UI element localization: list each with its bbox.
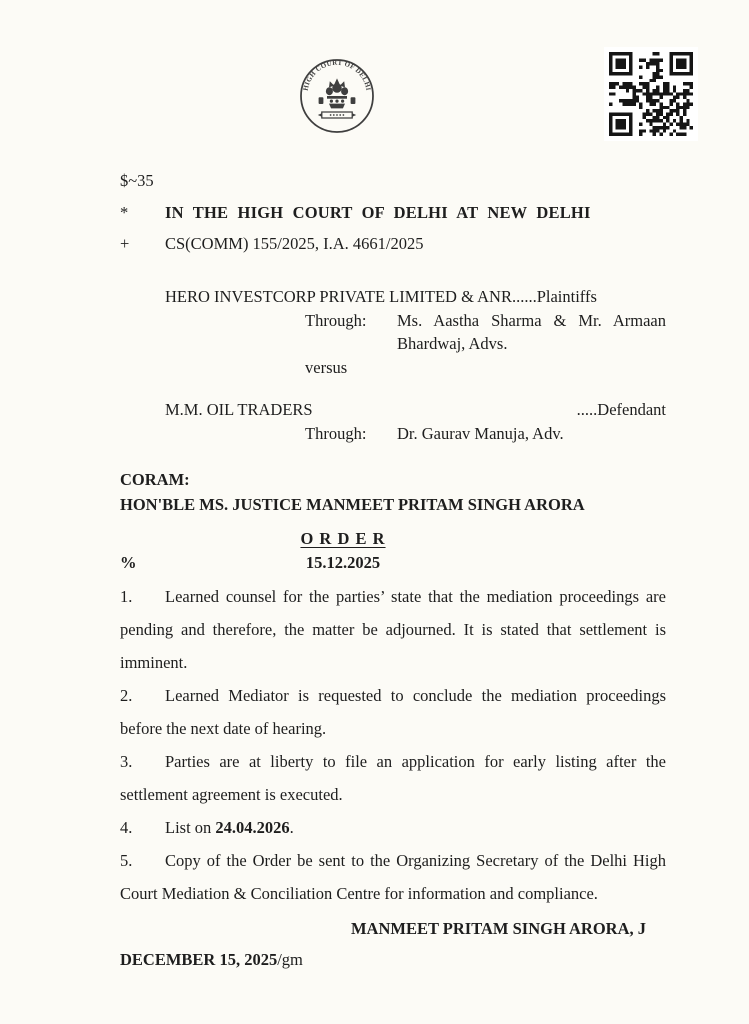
case-number: CS(COMM) 155/2025, I.A. 4661/2025 xyxy=(165,234,424,253)
plaintiff-line: HERO INVESTCORP PRIVATE LIMITED & ANR......Plaintiffs xyxy=(165,287,597,306)
paragraph-number: 5. xyxy=(120,851,133,870)
order-paragraph-1 xyxy=(120,580,666,679)
paragraph-text: . xyxy=(289,818,294,837)
order-paragraph-2 xyxy=(120,679,666,745)
defendant-counsel: Dr. Gaurav Manuja, Adv. xyxy=(397,423,564,443)
seal-arc-text: HIGH COURT OF DELHI xyxy=(302,59,372,92)
coram-label: CORAM: xyxy=(120,470,190,489)
order-paragraph-4 xyxy=(120,811,666,844)
high-court-of-delhi-seal xyxy=(297,56,377,136)
defendant-name: M.M. OIL TRADERS xyxy=(165,400,313,419)
paragraph-text: Learned Mediator is requested to conclude the mediation proceedings before the next date of hearing. xyxy=(120,686,666,738)
filing-reference: $~35 xyxy=(120,171,154,190)
order-date: 15.12.2025 xyxy=(305,553,381,572)
paragraph-text: Copy of the Order be sent to the Organizing Secretary of the Delhi High Court Mediation & Conciliation Centre for information and compliance. xyxy=(120,851,666,903)
defendant-through-label: Through: xyxy=(305,423,367,443)
next-hearing-date: 24.04.2026 xyxy=(215,818,290,837)
order-footer-date xyxy=(120,945,666,975)
defendant-suffix: .....Defendant xyxy=(576,400,666,419)
percent-marker: % xyxy=(120,553,137,572)
parties-block xyxy=(120,285,666,445)
qr-code-canvas xyxy=(609,52,693,136)
plus-marker: + xyxy=(120,234,130,253)
court-title: IN THE HIGH COURT OF DELHI AT NEW DELHI xyxy=(165,203,591,222)
paragraph-text: Parties are at liberty to file an application for early listing after the settlement agreement is executed. xyxy=(120,752,666,804)
footer-date-suffix: /gm xyxy=(277,950,303,969)
qr-code xyxy=(604,47,698,141)
order-paragraph-3 xyxy=(120,745,666,811)
star-marker: * xyxy=(120,203,129,222)
plaintiff-counsel: Ms. Aastha Sharma & Mr. Armaan Bhardwaj, Advs. xyxy=(397,310,666,353)
paragraph-number: 3. xyxy=(120,752,133,771)
paragraph-text: Learned counsel for the parties’ state that the mediation proceedings are pending and therefore, the matter be adjourned. It is stated that settlement is imminent. xyxy=(120,587,666,672)
ashoka-lion-capital-icon xyxy=(318,78,356,118)
versus-label: versus xyxy=(305,357,348,377)
paragraph-text: List on xyxy=(165,818,216,837)
paragraph-number: 1. xyxy=(120,587,133,606)
paragraph-number: 2. xyxy=(120,686,133,705)
coram-judge: HON'BLE MS. JUSTICE MANMEET PRITAM SINGH ARORA xyxy=(120,495,585,514)
paragraph-number: 4. xyxy=(120,818,133,837)
footer-date-bold: DECEMBER 15, 2025 xyxy=(120,950,278,969)
order-body xyxy=(120,170,666,975)
order-title: O R D E R xyxy=(300,529,386,548)
order-paragraphs xyxy=(120,580,666,910)
coram-block xyxy=(120,467,666,517)
judge-signature: MANMEET PRITAM SINGH ARORA, J xyxy=(350,919,646,938)
court-seal-icon xyxy=(297,56,377,136)
order-paragraph-5 xyxy=(120,844,666,910)
plaintiff-through-label: Through: xyxy=(305,310,367,330)
